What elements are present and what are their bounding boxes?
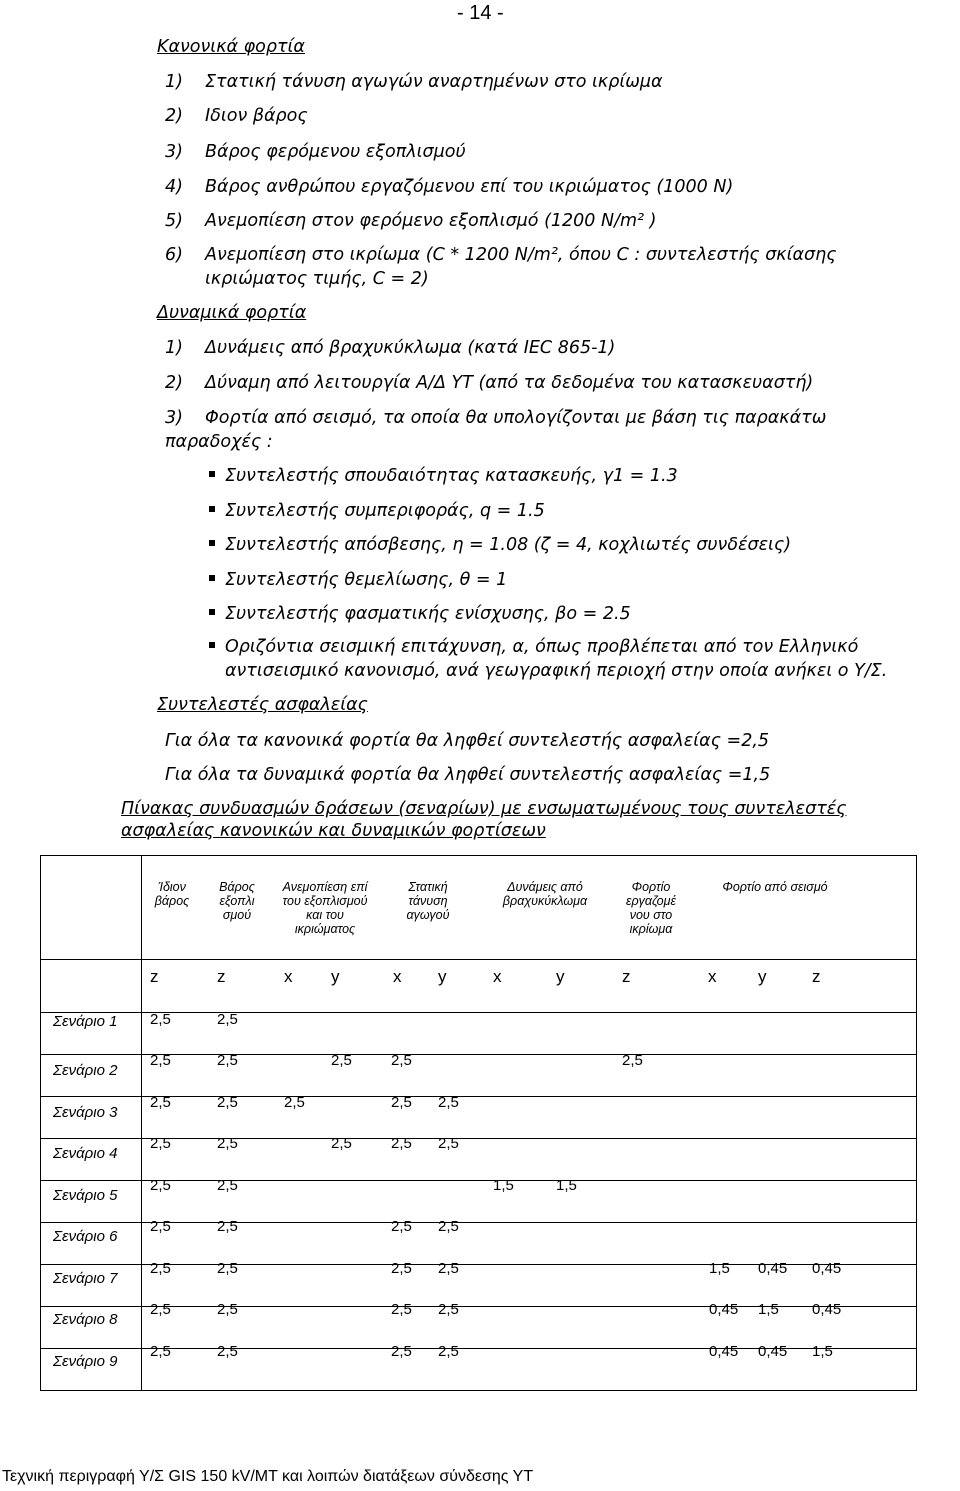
dynamic-load-3-cont: παραδοχές : (165, 432, 273, 452)
axis-label: z (622, 967, 631, 986)
table-cell-value: 2,5 (391, 1094, 412, 1111)
table-cell-value: 2,5 (331, 1052, 352, 1069)
table-cell-value: 2,5 (217, 1177, 238, 1194)
table-cell-value: 2,5 (391, 1218, 412, 1235)
normal-load-5: 5) Ανεμοπίεση στον φερόμενο εξοπλισμό (1200 N/m² ) (165, 211, 657, 231)
seismic-bullet-4: Συντελεστής θεμελίωσης, θ = 1 (209, 570, 507, 590)
seismic-bullet-5: Συντελεστής φασματικής ενίσχυσης, βο = 2.5 (209, 604, 631, 624)
scenario-label: Σενάριο 4 (53, 1145, 118, 1162)
axis-label: y (438, 967, 447, 986)
scenario-label: Σενάριο 7 (53, 1270, 118, 1287)
bullet-icon (209, 540, 215, 546)
axis-label: z (812, 967, 821, 986)
table-cell-value: 0,45 (709, 1301, 739, 1318)
table-cell-value: 2,5 (150, 1011, 171, 1028)
axis-label: y (331, 967, 340, 986)
scenario-label: Σενάριο 5 (53, 1187, 118, 1204)
seismic-bullet-1: Συντελεστής σπουδαιότητας κατασκευής, γ1 = 1.3 (209, 466, 678, 486)
table-title-line2: ασφαλείας κανονικών και δυναμικών φορτίσεων (121, 821, 546, 841)
dynamic-load-3: 3) Φορτία από σεισμό, τα οποία θα υπολογίζονται με βάση τις παρακάτω (165, 408, 827, 428)
table-cell-value: 2,5 (150, 1052, 171, 1069)
combinations-table (40, 855, 917, 1391)
axis-label: y (758, 967, 767, 986)
table-cell-value: 2,5 (150, 1301, 171, 1318)
dynamic-loads-heading: Δυναμικά φορτία (157, 303, 307, 323)
seismic-bullet-6: Οριζόντια σεισμική επιτάχυνση, α, όπως προβλέπεται από τον Ελληνικό (209, 637, 858, 657)
table-cell-value: 2,5 (438, 1094, 459, 1111)
axis-label: x (708, 967, 717, 986)
seismic-bullet-3: Συντελεστής απόσβεσης, η = 1.08 (ζ = 4, κοχλιωτές συνδέσεις) (209, 535, 791, 555)
header-equipment-weight: Βάρος εξοπλι σμού (219, 880, 255, 922)
header-worker-load: Φορτίο εργαζομέ νου στο ικρίωμα (626, 880, 676, 936)
normal-load-6: 6) Ανεμοπίεση στο ικρίωμα (C * 1200 N/m², όπου C : συντελεστής σκίασης (165, 245, 837, 265)
page-number: - 14 - (457, 2, 504, 24)
scenario-label: Σενάριο 8 (53, 1311, 118, 1328)
table-cell-value: 2,5 (438, 1135, 459, 1152)
table-cell-value: 1,5 (556, 1177, 577, 1194)
seismic-bullet-2: Συντελεστής συμπεριφοράς, q = 1.5 (209, 501, 545, 521)
table-cell-value: 0,45 (758, 1260, 788, 1277)
normal-loads-heading: Κανονικά φορτία (157, 37, 305, 57)
table-cell-value: 2,5 (217, 1011, 238, 1028)
table-cell-value: 0,45 (758, 1343, 788, 1360)
normal-load-4: 4) Βάρος ανθρώπου εργαζόμενου επί του ικριώματος (1000 N) (165, 177, 734, 197)
footer: Τεχνική περιγραφή Υ/Σ GIS 150 kV/MT και λοιπών διατάξεων σύνδεσης ΥΤ (2, 1468, 534, 1485)
bullet-icon (209, 642, 215, 648)
header-wind-pressure: Ανεμοπίεση επί του εξοπλισμού και του ικριώματος (282, 880, 368, 936)
table-cell-value: 2,5 (217, 1052, 238, 1069)
table-cell-value: 2,5 (150, 1177, 171, 1194)
table-cell-value: 1,5 (758, 1301, 779, 1318)
normal-load-2: 2) Ιδιον βάρος (165, 106, 308, 126)
bullet-icon (209, 575, 215, 581)
table-cell-value: 2,5 (391, 1052, 412, 1069)
axis-label: z (150, 967, 159, 986)
header-seismic-load: Φορτίο από σεισμό (722, 880, 828, 894)
table-cell-value: 2,5 (391, 1260, 412, 1277)
table-cell-value: 0,45 (812, 1260, 842, 1277)
scenario-label: Σενάριο 6 (53, 1228, 118, 1245)
table-cell-value: 2,5 (391, 1135, 412, 1152)
table-cell-value: 2,5 (217, 1343, 238, 1360)
bullet-icon (209, 609, 215, 615)
table-cell-value: 2,5 (150, 1218, 171, 1235)
normal-load-3: 3) Βάρος φερόμενου εξοπλισμού (165, 142, 466, 162)
header-short-circuit: Δυνάμεις από βραχυκύκλωμα (502, 880, 588, 908)
seismic-bullet-6-cont: αντισεισμικό κανονισμό, ανά γεωγραφική περιοχή στην οποία ανήκει ο Υ/Σ. (225, 661, 888, 681)
safety-normal: Για όλα τα κανονικά φορτία θα ληφθεί συντελεστής ασφαλείας =2,5 (165, 731, 770, 751)
normal-load-6-cont: ικριώματος τιμής, C = 2) (205, 269, 429, 289)
axis-label: y (556, 967, 565, 986)
table-cell-value: 1,5 (709, 1260, 730, 1277)
scenario-label: Σενάριο 3 (53, 1104, 118, 1121)
dynamic-load-1: 1) Δυνάμεις από βραχυκύκλωμα (κατά IEC 865-1) (165, 338, 616, 358)
table-cell-value: 2,5 (217, 1218, 238, 1235)
table-cell-value: 2,5 (150, 1094, 171, 1111)
table-cell-value: 1,5 (493, 1177, 514, 1194)
table-cell-value: 2,5 (622, 1052, 643, 1069)
table-cell-value: 2,5 (438, 1260, 459, 1277)
bullet-icon (209, 471, 215, 477)
header-own-weight: Ίδιον βάρος (154, 880, 190, 908)
bullet-icon (209, 506, 215, 512)
safety-heading: Συντελεστές ασφαλείας (157, 695, 368, 715)
scenario-label: Σενάριο 2 (53, 1062, 118, 1079)
table-cell-value: 0,45 (812, 1301, 842, 1318)
axis-label: x (284, 967, 293, 986)
table-cell-value: 2,5 (217, 1135, 238, 1152)
dynamic-load-2: 2) Δύναμη από λειτουργία Α/Δ ΥΤ (από τα δεδομένα του κατασκευαστή) (165, 373, 814, 393)
header-static-tension: Στατική τάνυση αγωγού (406, 880, 450, 922)
table-cell-value: 2,5 (331, 1135, 352, 1152)
axis-label: z (217, 967, 226, 986)
scenario-label: Σενάριο 9 (53, 1353, 118, 1370)
scenario-label: Σενάριο 1 (53, 1013, 118, 1030)
table-cell-value: 1,5 (812, 1343, 833, 1360)
table-cell-value: 2,5 (284, 1094, 305, 1111)
table-title-line1: Πίνακας συνδυασμών δράσεων (σεναρίων) με ενσωματωμένους τους συντελεστές (121, 799, 847, 819)
table-cell-value: 2,5 (150, 1135, 171, 1152)
table-cell-value: 2,5 (438, 1218, 459, 1235)
normal-load-1: 1) Στατική τάνυση αγωγών αναρτημένων στο ικρίωμα (165, 72, 663, 92)
table-cell-value: 2,5 (438, 1343, 459, 1360)
table-cell-value: 2,5 (391, 1343, 412, 1360)
table-cell-value: 2,5 (217, 1260, 238, 1277)
table-cell-value: 2,5 (150, 1260, 171, 1277)
safety-dynamic: Για όλα τα δυναμικά φορτία θα ληφθεί συντελεστής ασφαλείας =1,5 (165, 765, 771, 785)
table-cell-value: 2,5 (217, 1301, 238, 1318)
table-cell-value: 2,5 (150, 1343, 171, 1360)
axis-label: x (393, 967, 402, 986)
table-cell-value: 2,5 (391, 1301, 412, 1318)
table-cell-value: 0,45 (709, 1343, 739, 1360)
table-cell-value: 2,5 (438, 1301, 459, 1318)
table-cell-value: 2,5 (217, 1094, 238, 1111)
axis-label: x (493, 967, 502, 986)
